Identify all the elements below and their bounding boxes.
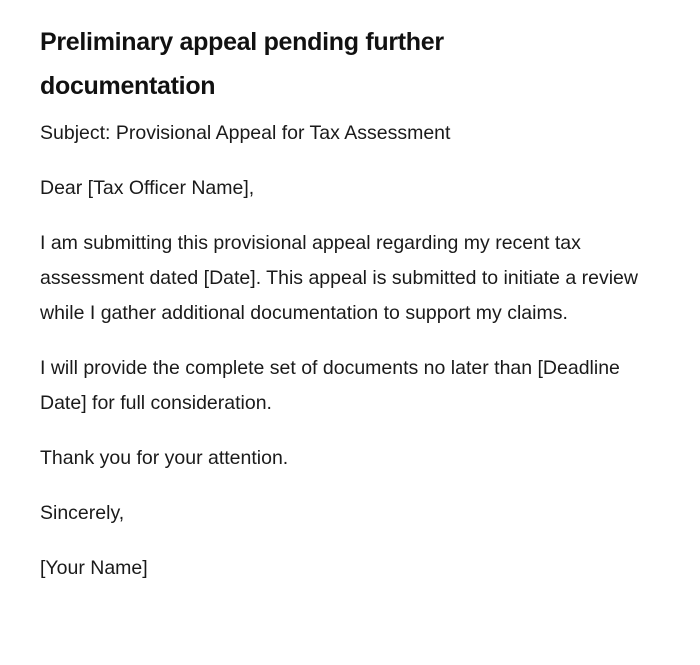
letter-closing: Sincerely, bbox=[40, 502, 125, 524]
letter-title: Preliminary appeal pending further documentation bbox=[40, 28, 444, 100]
letter-salutation: Dear [Tax Officer Name], bbox=[40, 177, 255, 199]
letter-body-paragraph-2: I will provide the complete set of documents no later than [Deadline Date] for full consideration. bbox=[40, 357, 620, 414]
letter-body-paragraph-3: Thank you for your attention. bbox=[40, 447, 289, 469]
letter-body-paragraph-1: I am submitting this provisional appeal regarding my recent tax assessment dated [Date]. This appeal is submitted to initiate a review while I gather additional documentation to support my claims. bbox=[40, 232, 638, 324]
letter-subject: Subject: Provisional Appeal for Tax Assessment bbox=[40, 122, 451, 144]
letter-signature: [Your Name] bbox=[40, 557, 148, 579]
